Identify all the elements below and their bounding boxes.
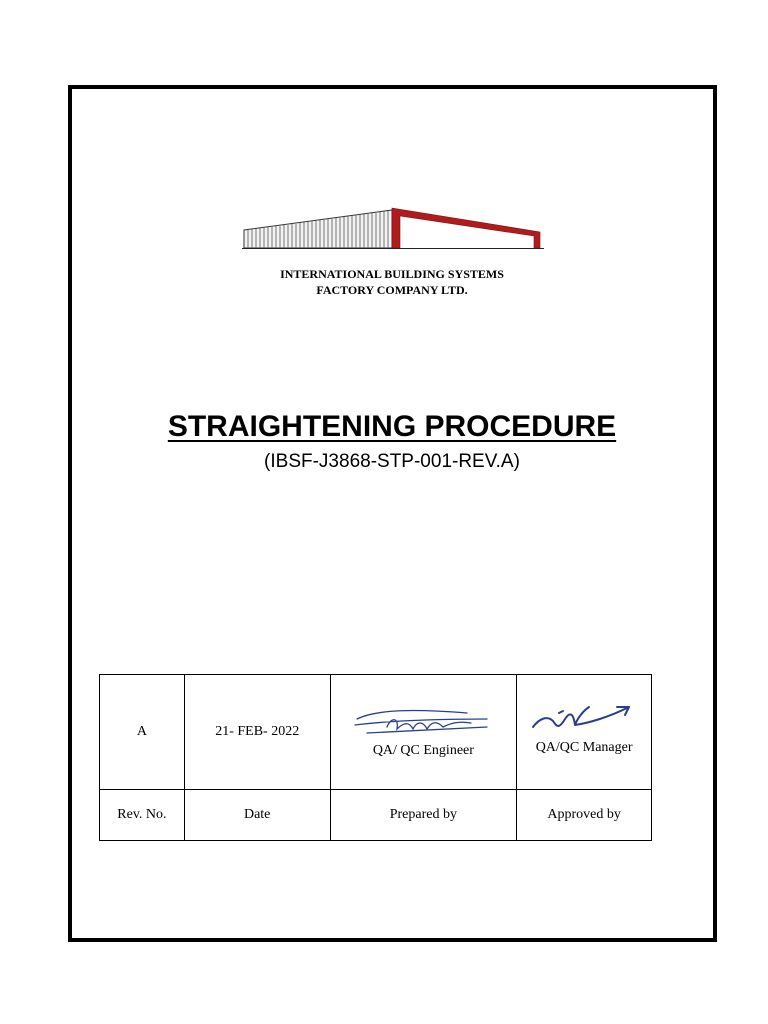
revision-values-row <box>100 675 652 790</box>
prepared-by-value: QA/ QC Engineer <box>372 743 474 758</box>
company-name <box>0 266 768 298</box>
prepared-by-signature <box>347 705 497 741</box>
rev-no-value: A <box>100 675 185 790</box>
revision-table <box>99 674 652 841</box>
company-name-line1: INTERNATIONAL BUILDING SYSTEMS <box>280 267 504 281</box>
rev-no-label: Rev. No. <box>100 790 185 841</box>
building-cladding <box>244 210 392 248</box>
company-logo <box>242 204 544 252</box>
document-code: (IBSF-J3868-STP-001-REV.A) <box>264 451 520 472</box>
approved-by-value: QA/QC Manager <box>535 740 633 755</box>
approved-by-cell <box>517 675 652 790</box>
date-value: 21- FEB- 2022 <box>184 675 330 790</box>
approved-by-label: Approved by <box>517 790 652 841</box>
company-name-line2: FACTORY COMPANY LTD. <box>316 283 468 297</box>
steel-frame <box>392 208 540 248</box>
prepared-by-cell <box>330 675 517 790</box>
approved-by-signature <box>529 699 647 739</box>
prepared-by-label: Prepared by <box>330 790 517 841</box>
document-title: STRAIGHTENING PROCEDURE <box>167 410 617 443</box>
revision-labels-row <box>100 790 652 841</box>
date-label: Date <box>184 790 330 841</box>
